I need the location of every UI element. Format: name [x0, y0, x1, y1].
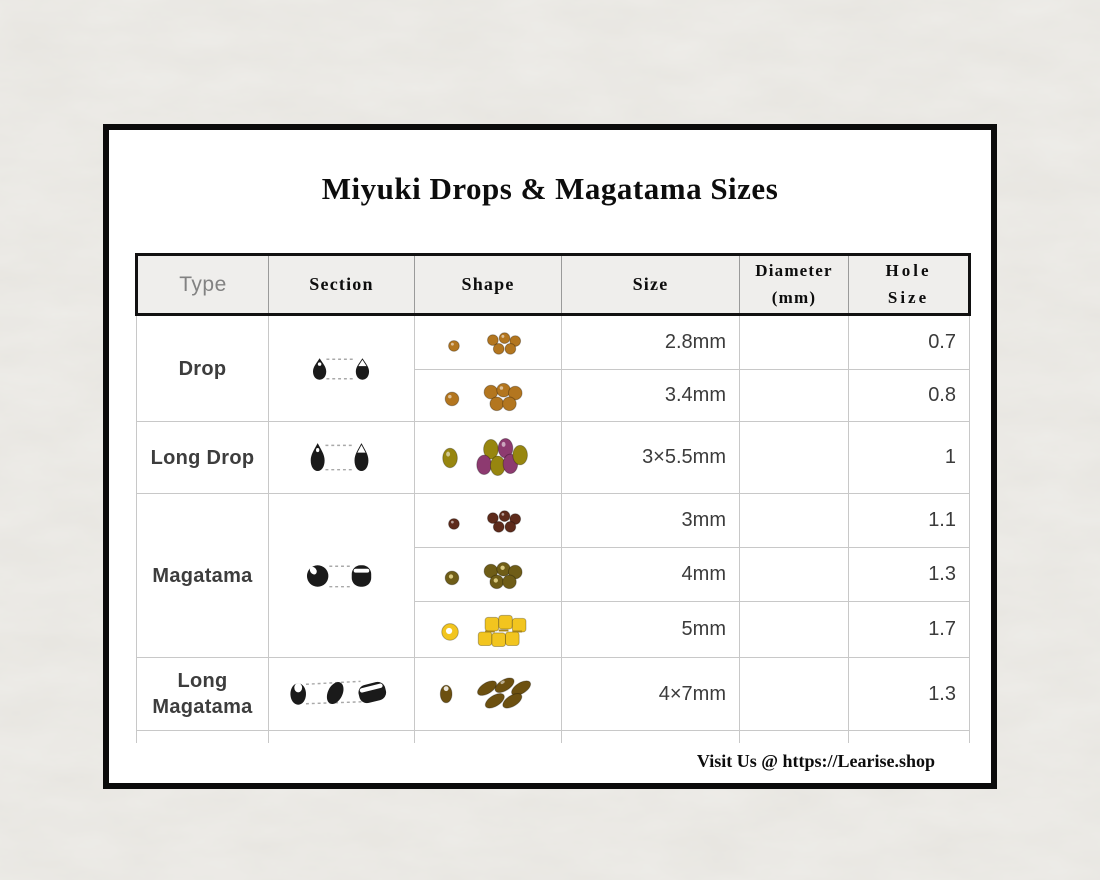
table-row — [137, 494, 970, 548]
header-shape: Shape — [461, 274, 515, 294]
header-row — [137, 255, 970, 315]
visit-us-link: Visit Us @ https://Learise.shop — [696, 751, 935, 771]
table-row-partial — [137, 731, 970, 743]
hole-size-cell: 0.8 — [849, 370, 970, 422]
shape-cell-drop-3-4mm — [415, 370, 562, 422]
drop-beads-3-4mm-icon — [415, 371, 561, 421]
size-cell: 4mm — [562, 548, 740, 602]
drop-section-icon — [269, 345, 415, 393]
type-cell-drop: Drop — [137, 315, 269, 422]
section-cell-long-magatama — [269, 658, 415, 731]
shape-cell-long-drop — [415, 422, 562, 494]
diameter-cell — [740, 602, 849, 658]
page-title: Miyuki Drops & Magatama Sizes — [321, 171, 779, 206]
sizes-table — [135, 253, 971, 743]
hole-size-cell: 1.3 — [849, 548, 970, 602]
shape-cell-magatama-5mm — [415, 602, 562, 658]
magatama-beads-3mm-icon — [415, 496, 561, 546]
table-row — [137, 315, 970, 370]
long-magatama-beads-icon — [415, 663, 561, 725]
diameter-cell — [740, 548, 849, 602]
size-cell: 3mm — [562, 494, 740, 548]
size-cell: 2.8mm — [562, 315, 740, 370]
type-cell-magatama: Magatama — [137, 494, 269, 658]
header-diameter: Diameter (mm) — [740, 255, 849, 315]
long-magatama-section-icon — [269, 670, 415, 718]
type-cell-long-magatama: Long Magatama — [137, 658, 269, 731]
size-cell: 5mm — [562, 602, 740, 658]
size-cell: 3.4mm — [562, 370, 740, 422]
header-section: Section — [309, 274, 374, 294]
size-cell: 3×5.5mm — [562, 422, 740, 494]
shape-cell-drop-2-8mm — [415, 315, 562, 370]
long-drop-beads-icon — [415, 425, 561, 491]
section-cell-long-drop — [269, 422, 415, 494]
diameter-cell — [740, 658, 849, 731]
long-drop-section-icon — [269, 433, 415, 483]
header-hole-size: Hole Size — [849, 255, 970, 315]
hole-size-cell: 1.3 — [849, 658, 970, 731]
diameter-cell — [740, 494, 849, 548]
table-row — [137, 422, 970, 494]
type-cell-long-drop: Long Drop — [137, 422, 269, 494]
hole-size-cell: 1.7 — [849, 602, 970, 658]
shape-cell-long-magatama — [415, 658, 562, 731]
table-row — [137, 658, 970, 731]
diameter-cell — [740, 315, 849, 370]
shape-cell-magatama-4mm — [415, 548, 562, 602]
header-type: Type — [179, 272, 227, 296]
diameter-cell — [740, 370, 849, 422]
magatama-beads-5mm-icon — [415, 603, 561, 657]
flyer-card — [103, 124, 997, 789]
hole-size-cell: 1 — [849, 422, 970, 494]
magatama-beads-4mm-icon — [415, 549, 561, 601]
diameter-cell — [740, 422, 849, 494]
magatama-section-icon — [269, 552, 415, 600]
size-cell: 4×7mm — [562, 658, 740, 731]
hole-size-cell: 1.1 — [849, 494, 970, 548]
hole-size-cell: 0.7 — [849, 315, 970, 370]
header-size: Size — [632, 274, 669, 294]
section-cell-drop — [269, 315, 415, 422]
shape-cell-magatama-3mm — [415, 494, 562, 548]
section-cell-magatama — [269, 494, 415, 658]
drop-beads-2-8mm-icon — [415, 317, 561, 369]
